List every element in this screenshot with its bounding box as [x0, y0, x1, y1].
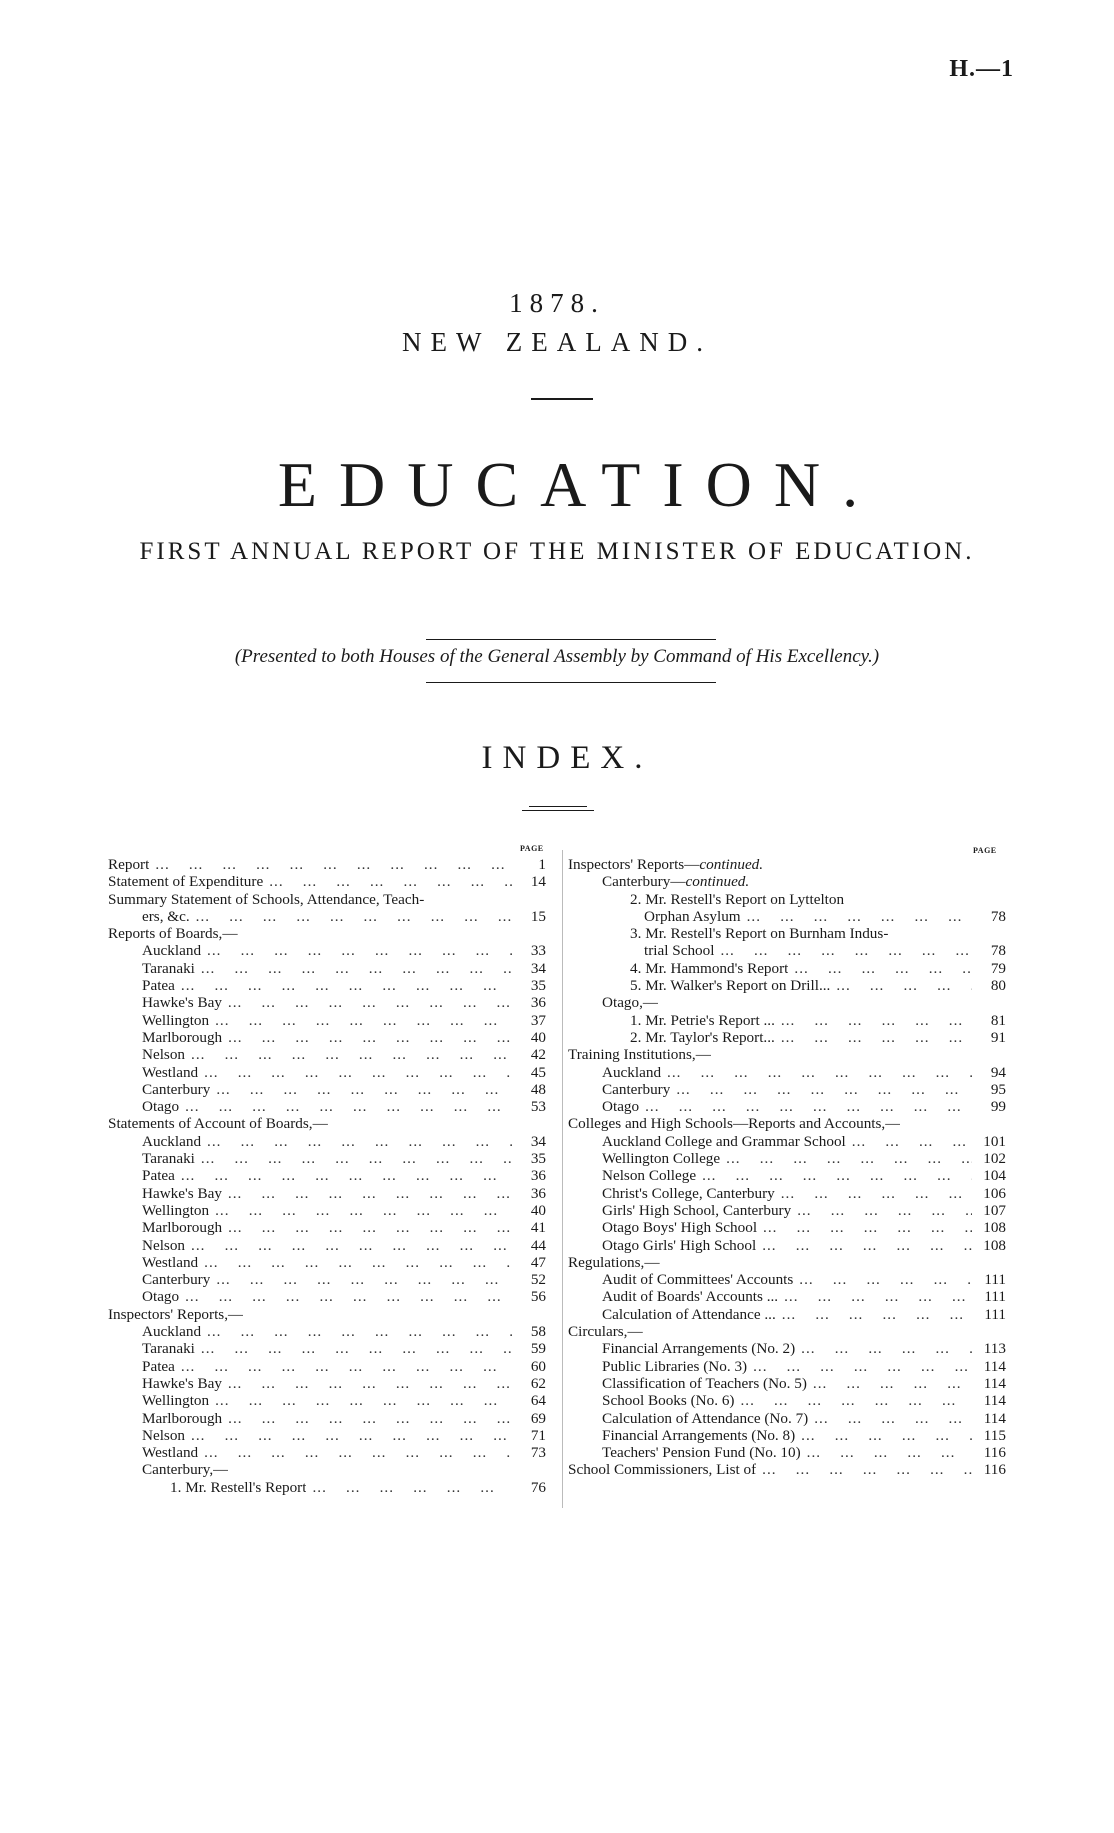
leader-dots [775, 1029, 972, 1046]
toc-entry [108, 1410, 546, 1427]
country: NEW ZEALAND. [402, 327, 712, 357]
toc-entry-label: Taranaki [142, 1150, 195, 1168]
toc-entry-label: Hawke's Bay [142, 1184, 222, 1202]
leader-dots [185, 1237, 512, 1254]
toc-entry-label: School Books (No. 6) [602, 1392, 735, 1410]
toc-entry-page: 36 [530, 1167, 546, 1185]
toc-entry-page: 45 [530, 1063, 546, 1081]
leader-dots [720, 1150, 972, 1167]
toc-entry [568, 1271, 1006, 1288]
toc-entry-label: School Commissioners, List of [568, 1461, 757, 1479]
toc-entry-label: Reports of Boards,— [108, 925, 238, 943]
divider-short [531, 398, 593, 400]
toc-entry-label: Inspectors' Reports,— [108, 1305, 244, 1323]
toc-entry-page: 114 [983, 1374, 1006, 1392]
toc-entry [108, 925, 546, 942]
toc-entry [568, 1340, 1006, 1357]
toc-entry-page: 78 [990, 942, 1006, 960]
toc-entry [568, 977, 1006, 994]
toc-entry-label: 1. Mr. Restell's Report [170, 1478, 307, 1496]
toc-entry [108, 1340, 546, 1357]
toc-entry [108, 1185, 546, 1202]
toc-entry [108, 994, 546, 1011]
toc-entry [108, 960, 546, 977]
toc-entry-page: 91 [990, 1028, 1006, 1046]
toc-entry-page: 108 [983, 1219, 1006, 1237]
toc-entry-page: 35 [530, 977, 546, 995]
toc-entry-label: 2. Mr. Taylor's Report... [630, 1028, 775, 1046]
toc-entry-label: Auckland [142, 1323, 202, 1341]
toc-entry-label: Financial Arrangements (No. 2) [602, 1340, 796, 1358]
toc-entry-page: 111 [984, 1305, 1006, 1323]
toc-entry [108, 1461, 546, 1478]
page-reference: H.—1 [949, 56, 1014, 82]
toc-entry [108, 873, 546, 890]
toc-entry [568, 1410, 1006, 1427]
leader-dots [175, 977, 512, 994]
toc-entry [568, 1150, 1006, 1167]
toc-entry-label: Canterbury [142, 1080, 211, 1098]
toc-entry-page: 47 [530, 1253, 546, 1271]
toc-entry-label: Otago [142, 1098, 180, 1116]
leader-dots [757, 1219, 972, 1236]
toc-entry [568, 1098, 1006, 1115]
leader-dots [222, 994, 512, 1011]
toc-entry-label: Otago,— [602, 994, 659, 1012]
leader-dots [175, 1167, 512, 1184]
leader-dots [778, 1288, 972, 1305]
divider-lower [426, 682, 716, 683]
leader-dots [747, 1358, 972, 1375]
toc-entry-label: Christ's College, Canterbury [602, 1184, 775, 1202]
toc-entry-label: Classification of Teachers (No. 5) [602, 1374, 807, 1392]
leader-dots [756, 1461, 972, 1478]
toc-entry-page: 60 [530, 1357, 546, 1375]
toc-entry [568, 1288, 1006, 1305]
leader-dots [775, 1012, 972, 1029]
presented-note: (Presented to both Houses of the General Assembly by Command of His Excellency.) [234, 646, 880, 667]
leader-dots [201, 942, 512, 959]
toc-entry [108, 1064, 546, 1081]
toc-entry [568, 1185, 1006, 1202]
toc-entry [108, 1150, 546, 1167]
toc-entry-label: Wellington [142, 1392, 210, 1410]
toc-entry-label: Taranaki [142, 959, 195, 977]
toc-entry-label: Auckland College and Grammar School [602, 1132, 846, 1150]
toc-entry-page: 35 [530, 1150, 546, 1168]
toc-entry [108, 1427, 546, 1444]
leader-dots [149, 856, 512, 873]
leader-dots [795, 1340, 972, 1357]
leader-dots [190, 908, 512, 925]
toc-entry [108, 1081, 546, 1098]
leader-dots [195, 1150, 512, 1167]
toc-entry-label: Wellington [142, 1201, 210, 1219]
toc-entry-page: 78 [990, 907, 1006, 925]
toc-entry-page: 56 [530, 1288, 546, 1306]
toc-entry-label: Nelson [142, 1426, 186, 1444]
leader-dots [222, 1185, 512, 1202]
toc-entry [108, 1358, 546, 1375]
toc-entry-page: 37 [530, 1011, 546, 1029]
toc-entry-label: 2. Mr. Restell's Report on Lyttelton [630, 890, 845, 908]
toc-entry-page: 73 [530, 1444, 546, 1462]
leader-dots [696, 1167, 972, 1184]
toc-entry-label: Otago [602, 1098, 640, 1116]
toc-entry-page: 41 [530, 1219, 546, 1237]
toc-entry-label: 1. Mr. Petrie's Report ... [630, 1011, 775, 1029]
toc-entry [568, 942, 1006, 959]
toc-entry [108, 1115, 546, 1132]
toc-entry-label: Nelson [142, 1046, 186, 1064]
toc-entry [108, 1219, 546, 1236]
year: 1878. [509, 288, 605, 318]
toc-right-column [568, 856, 1006, 1479]
toc-entry-page: 1 [538, 856, 546, 873]
leader-dots [670, 1081, 972, 1098]
toc-entry-page: 95 [990, 1080, 1006, 1098]
toc-entry-label: Nelson [142, 1236, 186, 1254]
toc-entry [108, 1046, 546, 1063]
leader-dots [222, 1219, 512, 1236]
toc-entry [108, 1479, 546, 1496]
leader-dots [222, 1375, 512, 1392]
toc-entry-label: Auckland [142, 1132, 202, 1150]
toc-entry [108, 1098, 546, 1115]
toc-entry [108, 1254, 546, 1271]
toc-entry-page: 53 [530, 1098, 546, 1116]
toc-entry-label: Circulars,— [568, 1323, 643, 1341]
toc-entry-label: 5. Mr. Walker's Report on Drill... [630, 977, 831, 995]
toc-entry [568, 891, 1006, 908]
toc-entry-label: 4. Mr. Hammond's Report [630, 959, 789, 977]
toc-entry [568, 925, 1006, 942]
toc-entry [568, 1167, 1006, 1184]
toc-entry-label: Canterbury,— [142, 1461, 229, 1479]
toc-entry-page: 36 [530, 1184, 546, 1202]
toc-entry [568, 994, 1006, 1011]
toc-entry-label: Otago Boys' High School [602, 1219, 758, 1237]
leader-dots [846, 1133, 972, 1150]
left-page-column-label: PAGE [520, 844, 544, 853]
toc-entry-label: Wellington [142, 1011, 210, 1029]
toc-entry-label: Wellington College [602, 1150, 721, 1168]
toc-entry [568, 1115, 1006, 1132]
toc-entry-label: ers, &c. [142, 907, 190, 925]
toc-entry [108, 1012, 546, 1029]
toc-entry-label: Nelson College [602, 1167, 697, 1185]
leader-dots [714, 942, 972, 959]
toc-entry [568, 1029, 1006, 1046]
toc-left-column [108, 856, 546, 1496]
leader-dots [185, 1046, 512, 1063]
leader-dots [201, 1133, 512, 1150]
toc-entry-page: 15 [530, 907, 546, 925]
toc-entry-page: 40 [530, 1028, 546, 1046]
toc-entry [568, 1202, 1006, 1219]
ornament-rule-bottom [522, 810, 594, 811]
toc-entry-page: 114 [983, 1409, 1006, 1427]
toc-entry-page: 48 [530, 1080, 546, 1098]
toc-entry-label: trial School [644, 942, 715, 960]
toc-entry [568, 1219, 1006, 1236]
toc-entry-page: 34 [530, 1132, 546, 1150]
toc-entry-page: 111 [984, 1288, 1006, 1306]
toc-entry-page: 114 [983, 1392, 1006, 1410]
leader-dots [209, 1012, 512, 1029]
toc-entry-label: 3. Mr. Restell's Report on Burnham Indus- [630, 925, 889, 943]
toc-entry-label: Patea [142, 977, 175, 995]
toc-entry-label: Regulations,— [568, 1253, 660, 1271]
leader-dots [185, 1427, 512, 1444]
toc-entry [568, 1133, 1006, 1150]
toc-entry-label: Auckland [602, 1063, 662, 1081]
toc-entry-label: Audit of Committees' Accounts [602, 1271, 794, 1289]
toc-entry [568, 1323, 1006, 1340]
toc-entry-page: 108 [983, 1236, 1006, 1254]
toc-entry-page: 52 [530, 1271, 546, 1289]
leader-dots [795, 1427, 972, 1444]
toc-entry-label: Canterbury [602, 1080, 671, 1098]
toc-entry-label: Calculation of Attendance (No. 7) [602, 1409, 809, 1427]
toc-entry [108, 1202, 546, 1219]
toc-entry-page: 81 [990, 1011, 1006, 1029]
toc-entry-page: 44 [530, 1236, 546, 1254]
toc-entry [568, 1306, 1006, 1323]
document-subtitle: FIRST ANNUAL REPORT OF THE MINISTER OF EDUCATION. [139, 538, 975, 565]
leader-dots [179, 1098, 512, 1115]
toc-entry [108, 1306, 546, 1323]
toc-entry-label: Patea [142, 1167, 175, 1185]
toc-entry [108, 891, 546, 908]
toc-entry [568, 1012, 1006, 1029]
toc-entry-page: 99 [990, 1098, 1006, 1116]
ornament-rule-top [529, 806, 587, 807]
toc-entry [568, 1444, 1006, 1461]
toc-entry-page: 64 [530, 1392, 546, 1410]
leader-dots [209, 1202, 512, 1219]
toc-entry-page: 71 [530, 1426, 546, 1444]
toc-entry-page: 76 [530, 1478, 546, 1496]
toc-entry [568, 1375, 1006, 1392]
leader-dots [775, 1185, 972, 1202]
leader-dots [201, 1323, 512, 1340]
leader-dots [734, 1392, 972, 1409]
toc-entry-page: 114 [983, 1357, 1006, 1375]
toc-entry-page: 59 [530, 1340, 546, 1358]
toc-entry [108, 1133, 546, 1150]
leader-dots [776, 1306, 972, 1323]
toc-entry [568, 1392, 1006, 1409]
toc-entry-label: Summary Statement of Schools, Attendance, Teach- [108, 890, 425, 908]
leader-dots [175, 1358, 512, 1375]
toc-entry-page: 104 [983, 1167, 1006, 1185]
leader-dots [195, 1340, 512, 1357]
toc-entry-label: Hawke's Bay [142, 994, 222, 1012]
leader-dots [808, 1410, 972, 1427]
leader-dots [198, 1064, 512, 1081]
toc-entry-page: 116 [983, 1461, 1006, 1479]
toc-entry [568, 1081, 1006, 1098]
toc-entry-page: 116 [983, 1444, 1006, 1462]
toc-entry-label: Auckland [142, 942, 202, 960]
divider-upper [426, 639, 716, 640]
toc-entry [108, 1029, 546, 1046]
toc-entry-label: Hawke's Bay [142, 1374, 222, 1392]
toc-entry [568, 873, 1006, 890]
toc-entry-page: 102 [983, 1150, 1006, 1168]
toc-entry-label: Westland [142, 1063, 199, 1081]
toc-entry-label: Statements of Account of Boards,— [108, 1115, 328, 1133]
toc-entry-label: Canterbury—continued. [602, 873, 750, 891]
toc-entry [568, 856, 1006, 873]
leader-dots [198, 1254, 512, 1271]
leader-dots [793, 1271, 972, 1288]
toc-entry-label: Statement of Expenditure [108, 873, 264, 891]
leader-dots [209, 1392, 512, 1409]
toc-entry-page: 62 [530, 1374, 546, 1392]
toc-entry-page: 34 [530, 959, 546, 977]
toc-entry-label: Otago Girls' High School [602, 1236, 757, 1254]
toc-entry-label: Calculation of Attendance ... [602, 1305, 776, 1323]
leader-dots [222, 1029, 512, 1046]
toc-entry-label: Audit of Boards' Accounts ... [602, 1288, 779, 1306]
toc-entry [568, 1461, 1006, 1478]
toc-entry-page: 80 [990, 977, 1006, 995]
leader-dots [801, 1444, 972, 1461]
leader-dots [263, 873, 512, 890]
toc-entry [108, 1444, 546, 1461]
toc-entry [108, 1271, 546, 1288]
toc-entry-label: Colleges and High Schools—Reports and Accounts,— [568, 1115, 901, 1133]
toc-entry-label: Canterbury [142, 1271, 211, 1289]
column-separator [562, 850, 563, 1508]
toc-entry-page: 107 [983, 1201, 1006, 1219]
toc-entry [108, 1375, 546, 1392]
toc-entry [568, 1427, 1006, 1444]
leader-dots [306, 1479, 512, 1496]
document-title: EDUCATION. [277, 449, 881, 520]
toc-entry-page: 69 [530, 1409, 546, 1427]
toc-entry-label: Orphan Asylum [644, 907, 741, 925]
toc-entry-label: Otago [142, 1288, 180, 1306]
leader-dots [198, 1444, 512, 1461]
toc-entry-page: 42 [530, 1046, 546, 1064]
toc-entry-page: 101 [983, 1132, 1006, 1150]
toc-entry-label: Taranaki [142, 1340, 195, 1358]
toc-entry [568, 1254, 1006, 1271]
toc-entry-page: 106 [983, 1184, 1006, 1202]
toc-entry [108, 1167, 546, 1184]
leader-dots [195, 960, 512, 977]
toc-entry [568, 960, 1006, 977]
toc-entry [108, 1237, 546, 1254]
toc-entry-label: Financial Arrangements (No. 8) [602, 1426, 796, 1444]
toc-entry [568, 1046, 1006, 1063]
toc-entry-label: Report [108, 856, 150, 873]
toc-entry [568, 1358, 1006, 1375]
right-page-column-label: PAGE [973, 846, 997, 855]
toc-entry-page: 40 [530, 1201, 546, 1219]
leader-dots [639, 1098, 972, 1115]
leader-dots [788, 960, 972, 977]
leader-dots [210, 1271, 512, 1288]
toc-entry-page: 58 [530, 1323, 546, 1341]
toc-entry-page: 111 [984, 1271, 1006, 1289]
toc-entry-page: 115 [983, 1426, 1006, 1444]
toc-entry-page: 36 [530, 994, 546, 1012]
toc-entry-label: Marlborough [142, 1219, 223, 1237]
leader-dots [791, 1202, 972, 1219]
toc-entry [108, 908, 546, 925]
leader-dots [741, 908, 972, 925]
leader-dots [756, 1237, 972, 1254]
toc-entry-page: 14 [530, 873, 546, 891]
toc-entry [568, 1237, 1006, 1254]
toc-entry [108, 1323, 546, 1340]
toc-entry-page: 33 [530, 942, 546, 960]
toc-entry [108, 1288, 546, 1305]
toc-entry [108, 1392, 546, 1409]
leader-dots [222, 1410, 512, 1427]
toc-entry-label: Inspectors' Reports—continued. [568, 856, 764, 873]
toc-entry-label: Marlborough [142, 1409, 223, 1427]
index-heading: INDEX. [481, 740, 653, 776]
toc-entry-page: 79 [990, 959, 1006, 977]
leader-dots [661, 1064, 972, 1081]
toc-entry-label: Patea [142, 1357, 175, 1375]
toc-entry-page: 113 [983, 1340, 1006, 1358]
toc-entry [108, 856, 546, 873]
toc-entry [568, 1064, 1006, 1081]
toc-entry-label: Public Libraries (No. 3) [602, 1357, 748, 1375]
leader-dots [179, 1288, 512, 1305]
leader-dots [807, 1375, 972, 1392]
leader-dots [830, 977, 972, 994]
toc-entry [568, 908, 1006, 925]
toc-entry-label: Training Institutions,— [568, 1046, 711, 1064]
toc-entry-label: Marlborough [142, 1028, 223, 1046]
toc-entry-label: Girls' High School, Canterbury [602, 1201, 792, 1219]
toc-entry-label: Westland [142, 1253, 199, 1271]
toc-entry [108, 942, 546, 959]
toc-entry-label: Teachers' Pension Fund (No. 10) [602, 1444, 801, 1462]
toc-entry-label: Westland [142, 1444, 199, 1462]
toc-entry-page: 94 [990, 1063, 1006, 1081]
leader-dots [210, 1081, 512, 1098]
toc-entry [108, 977, 546, 994]
